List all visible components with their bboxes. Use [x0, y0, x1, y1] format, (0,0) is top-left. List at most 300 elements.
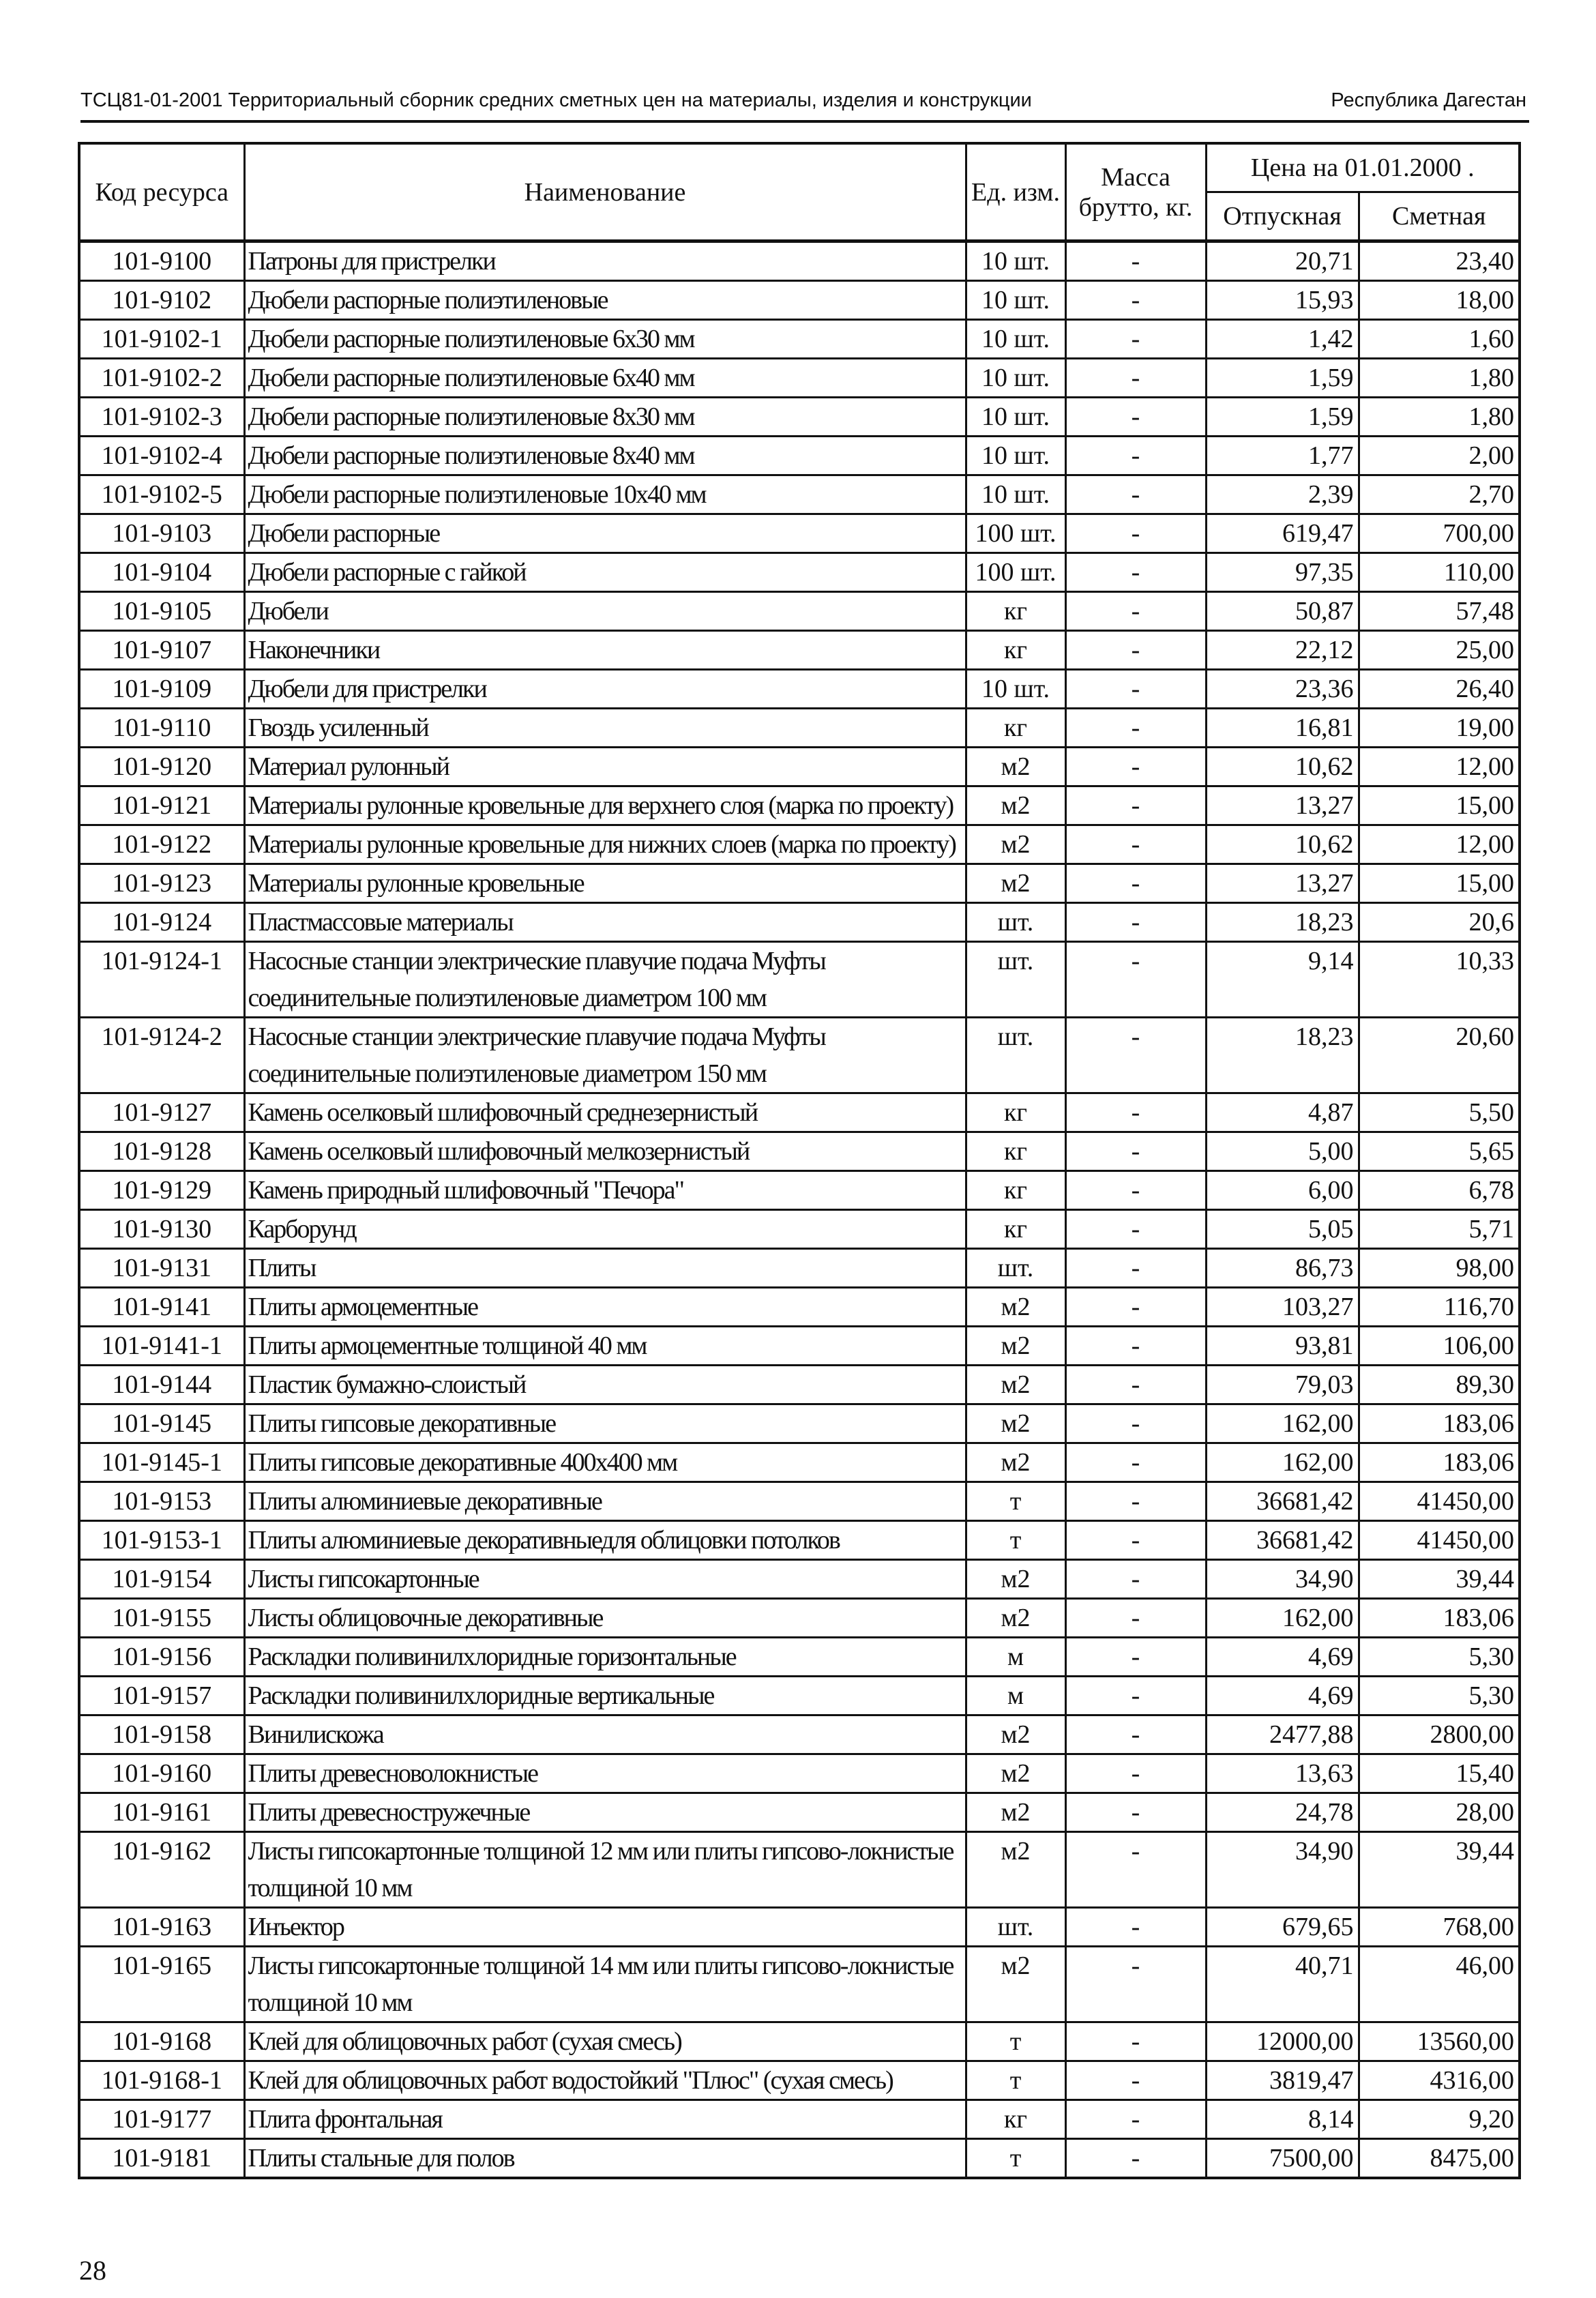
row-release-price: 36681,42	[1206, 1521, 1359, 1560]
row-name: Плиты	[244, 1249, 966, 1288]
row-name: Дюбели для пристрелки	[244, 670, 966, 709]
row-release-price: 13,27	[1206, 786, 1359, 825]
table-row	[79, 748, 1520, 786]
row-release-price: 93,81	[1206, 1327, 1359, 1366]
row-release-price: 8,14	[1206, 2100, 1359, 2139]
row-name: Плиты гипсовые декоративные 400х400 мм	[244, 1443, 966, 1482]
row-mass: -	[1065, 1908, 1206, 1947]
row-unit: м2	[966, 1832, 1065, 1908]
row-release-price: 5,05	[1206, 1210, 1359, 1249]
row-code: 101-9124	[79, 903, 244, 942]
row-estimate-price: 183,06	[1359, 1443, 1520, 1482]
table-row	[79, 1210, 1520, 1249]
col-header-name: Наименование	[244, 143, 966, 241]
row-estimate-price: 41450,00	[1359, 1521, 1520, 1560]
row-code: 101-9102-2	[79, 359, 244, 398]
row-unit: 100 шт.	[966, 553, 1065, 592]
row-unit: шт.	[966, 1249, 1065, 1288]
row-name: Гвоздь усиленный	[244, 709, 966, 748]
table-row	[79, 359, 1520, 398]
row-code: 101-9109	[79, 670, 244, 709]
row-mass: -	[1065, 281, 1206, 320]
row-code: 101-9155	[79, 1599, 244, 1638]
row-mass: -	[1065, 1599, 1206, 1638]
row-code: 101-9163	[79, 1908, 244, 1947]
row-code: 101-9168	[79, 2022, 244, 2061]
table-row	[79, 670, 1520, 709]
row-code: 101-9102-1	[79, 320, 244, 359]
row-code: 101-9145-1	[79, 1443, 244, 1482]
table-row	[79, 1443, 1520, 1482]
row-unit: м2	[966, 1288, 1065, 1327]
row-code: 101-9160	[79, 1754, 244, 1793]
row-estimate-price: 46,00	[1359, 1947, 1520, 2022]
row-estimate-price: 183,06	[1359, 1599, 1520, 1638]
price-table	[78, 142, 1521, 2179]
row-release-price: 1,77	[1206, 437, 1359, 475]
row-mass: -	[1065, 1793, 1206, 1832]
row-estimate-price: 12,00	[1359, 825, 1520, 864]
row-estimate-price: 41450,00	[1359, 1482, 1520, 1521]
row-name: Насосные станции электрические плавучие подача Муфты соединительные полиэтиленовые диаметром 100 мм	[244, 942, 966, 1018]
row-mass: -	[1065, 1521, 1206, 1560]
row-name: Листы гипсокартонные толщиной 14 мм или плиты гипсово-локнистые толщиной 10 мм	[244, 1947, 966, 2022]
row-unit: 10 шт.	[966, 398, 1065, 437]
row-name: Дюбели распорные полиэтиленовые	[244, 281, 966, 320]
row-name: Материалы рулонные кровельные	[244, 864, 966, 903]
row-estimate-price: 20,60	[1359, 1018, 1520, 1093]
row-code: 101-9102-3	[79, 398, 244, 437]
table-row	[79, 1677, 1520, 1715]
row-code: 101-9121	[79, 786, 244, 825]
row-unit: м2	[966, 1366, 1065, 1404]
row-estimate-price: 116,70	[1359, 1288, 1520, 1327]
table-row	[79, 631, 1520, 670]
row-name: Дюбели распорные полиэтиленовые 8х30 мм	[244, 398, 966, 437]
row-estimate-price: 4316,00	[1359, 2061, 1520, 2100]
table-row	[79, 1404, 1520, 1443]
row-mass: -	[1065, 1366, 1206, 1404]
table-row	[79, 1482, 1520, 1521]
table-row	[79, 281, 1520, 320]
row-release-price: 1,42	[1206, 320, 1359, 359]
row-mass: -	[1065, 1093, 1206, 1132]
table-row	[79, 1366, 1520, 1404]
row-name: Плиты древесностружечные	[244, 1793, 966, 1832]
row-estimate-price: 700,00	[1359, 514, 1520, 553]
row-estimate-price: 39,44	[1359, 1560, 1520, 1599]
table-row	[79, 2022, 1520, 2061]
row-mass: -	[1065, 1482, 1206, 1521]
row-mass: -	[1065, 1171, 1206, 1210]
row-estimate-price: 10,33	[1359, 942, 1520, 1018]
row-release-price: 12000,00	[1206, 2022, 1359, 2061]
row-unit: кг	[966, 592, 1065, 631]
row-release-price: 79,03	[1206, 1366, 1359, 1404]
row-release-price: 4,69	[1206, 1677, 1359, 1715]
row-estimate-price: 19,00	[1359, 709, 1520, 748]
col-header-unit: Ед. изм.	[966, 143, 1065, 241]
row-unit: м2	[966, 1599, 1065, 1638]
row-mass: -	[1065, 514, 1206, 553]
row-name: Листы облицовочные декоративные	[244, 1599, 966, 1638]
row-estimate-price: 15,00	[1359, 786, 1520, 825]
row-mass: -	[1065, 475, 1206, 514]
row-code: 101-9156	[79, 1638, 244, 1677]
row-unit: м2	[966, 1404, 1065, 1443]
row-release-price: 7500,00	[1206, 2139, 1359, 2179]
row-name: Насосные станции электрические плавучие подача Муфты соединительные полиэтиленовые диаметром 150 мм	[244, 1018, 966, 1093]
table-row	[79, 1638, 1520, 1677]
table-row	[79, 942, 1520, 1018]
row-name: Камень природный шлифовочный "Печора"	[244, 1171, 966, 1210]
row-estimate-price: 5,50	[1359, 1093, 1520, 1132]
row-estimate-price: 5,30	[1359, 1638, 1520, 1677]
table-row	[79, 1832, 1520, 1908]
row-estimate-price: 768,00	[1359, 1908, 1520, 1947]
table-row	[79, 241, 1520, 281]
row-estimate-price: 1,80	[1359, 359, 1520, 398]
row-unit: м2	[966, 1715, 1065, 1754]
table-row	[79, 514, 1520, 553]
row-estimate-price: 98,00	[1359, 1249, 1520, 1288]
table-row	[79, 1947, 1520, 2022]
row-unit: кг	[966, 1093, 1065, 1132]
row-unit: м2	[966, 1793, 1065, 1832]
col-header-code: Код ресурса	[79, 143, 244, 241]
row-code: 101-9158	[79, 1715, 244, 1754]
row-estimate-price: 15,00	[1359, 864, 1520, 903]
row-name: Дюбели распорные полиэтиленовые 10х40 мм	[244, 475, 966, 514]
row-unit: т	[966, 1482, 1065, 1521]
row-mass: -	[1065, 942, 1206, 1018]
row-code: 101-9145	[79, 1404, 244, 1443]
row-code: 101-9153	[79, 1482, 244, 1521]
row-release-price: 4,87	[1206, 1093, 1359, 1132]
row-code: 101-9102-4	[79, 437, 244, 475]
row-name: Плиты гипсовые декоративные	[244, 1404, 966, 1443]
table-body	[79, 241, 1520, 2179]
row-mass: -	[1065, 903, 1206, 942]
row-mass: -	[1065, 748, 1206, 786]
row-mass: -	[1065, 1327, 1206, 1366]
row-mass: -	[1065, 320, 1206, 359]
row-unit: м2	[966, 1754, 1065, 1793]
table-row	[79, 1288, 1520, 1327]
row-release-price: 16,81	[1206, 709, 1359, 748]
row-code: 101-9157	[79, 1677, 244, 1715]
row-release-price: 162,00	[1206, 1443, 1359, 1482]
row-name: Клей для облицовочных работ (сухая смесь)	[244, 2022, 966, 2061]
row-name: Материал рулонный	[244, 748, 966, 786]
row-code: 101-9128	[79, 1132, 244, 1171]
table-row	[79, 1249, 1520, 1288]
row-release-price: 22,12	[1206, 631, 1359, 670]
row-name: Камень оселковый шлифовочный среднезернистый	[244, 1093, 966, 1132]
row-unit: 10 шт.	[966, 320, 1065, 359]
row-unit: м2	[966, 1947, 1065, 2022]
col-header-release: Отпускная	[1206, 192, 1359, 241]
row-release-price: 18,23	[1206, 1018, 1359, 1093]
row-code: 101-9122	[79, 825, 244, 864]
row-name: Раскладки поливинилхлоридные вертикальные	[244, 1677, 966, 1715]
table-row	[79, 553, 1520, 592]
row-name: Пластик бумажно-слоистый	[244, 1366, 966, 1404]
row-name: Винилискожа	[244, 1715, 966, 1754]
table-row	[79, 903, 1520, 942]
row-mass: -	[1065, 1210, 1206, 1249]
table-row	[79, 709, 1520, 748]
row-code: 101-9107	[79, 631, 244, 670]
header-region: Республика Дагестан	[1331, 89, 1526, 111]
row-name: Листы гипсокартонные	[244, 1560, 966, 1599]
row-code: 101-9162	[79, 1832, 244, 1908]
row-unit: м	[966, 1638, 1065, 1677]
row-unit: 10 шт.	[966, 359, 1065, 398]
row-name: Дюбели распорные полиэтиленовые 6х40 мм	[244, 359, 966, 398]
row-release-price: 5,00	[1206, 1132, 1359, 1171]
row-release-price: 23,36	[1206, 670, 1359, 709]
table-row	[79, 1715, 1520, 1754]
col-header-mass: Масса брутто, кг.	[1065, 143, 1206, 241]
row-release-price: 2477,88	[1206, 1715, 1359, 1754]
table-row	[79, 2100, 1520, 2139]
row-mass: -	[1065, 1132, 1206, 1171]
row-unit: м2	[966, 825, 1065, 864]
row-mass: -	[1065, 553, 1206, 592]
row-code: 101-9104	[79, 553, 244, 592]
row-release-price: 162,00	[1206, 1599, 1359, 1638]
row-release-price: 13,63	[1206, 1754, 1359, 1793]
table-row	[79, 592, 1520, 631]
row-unit: м2	[966, 786, 1065, 825]
table-row	[79, 437, 1520, 475]
row-unit: шт.	[966, 1908, 1065, 1947]
row-mass: -	[1065, 631, 1206, 670]
row-code: 101-9141	[79, 1288, 244, 1327]
row-mass: -	[1065, 2061, 1206, 2100]
row-code: 101-9131	[79, 1249, 244, 1288]
row-mass: -	[1065, 241, 1206, 281]
row-unit: 10 шт.	[966, 475, 1065, 514]
row-estimate-price: 28,00	[1359, 1793, 1520, 1832]
row-mass: -	[1065, 2139, 1206, 2179]
row-code: 101-9124-1	[79, 942, 244, 1018]
row-mass: -	[1065, 670, 1206, 709]
row-unit: т	[966, 2022, 1065, 2061]
row-unit: м2	[966, 1443, 1065, 1482]
row-release-price: 103,27	[1206, 1288, 1359, 1327]
row-code: 101-9105	[79, 592, 244, 631]
row-name: Дюбели распорные полиэтиленовые 8х40 мм	[244, 437, 966, 475]
row-name: Дюбели распорные	[244, 514, 966, 553]
row-code: 101-9103	[79, 514, 244, 553]
row-mass: -	[1065, 2022, 1206, 2061]
row-mass: -	[1065, 864, 1206, 903]
row-name: Дюбели распорные с гайкой	[244, 553, 966, 592]
row-estimate-price: 25,00	[1359, 631, 1520, 670]
row-name: Плиты армоцементные	[244, 1288, 966, 1327]
row-unit: кг	[966, 1132, 1065, 1171]
table-row	[79, 1908, 1520, 1947]
row-unit: м	[966, 1677, 1065, 1715]
row-estimate-price: 2,00	[1359, 437, 1520, 475]
row-release-price: 9,14	[1206, 942, 1359, 1018]
table-row	[79, 1018, 1520, 1093]
row-name: Плиты армоцементные толщиной 40 мм	[244, 1327, 966, 1366]
row-name: Инъектор	[244, 1908, 966, 1947]
page-header	[80, 80, 1526, 112]
row-estimate-price: 6,78	[1359, 1171, 1520, 1210]
row-estimate-price: 8475,00	[1359, 2139, 1520, 2179]
row-estimate-price: 110,00	[1359, 553, 1520, 592]
row-unit: шт.	[966, 942, 1065, 1018]
row-estimate-price: 106,00	[1359, 1327, 1520, 1366]
row-mass: -	[1065, 1832, 1206, 1908]
row-mass: -	[1065, 1249, 1206, 1288]
row-estimate-price: 20,6	[1359, 903, 1520, 942]
row-unit: 10 шт.	[966, 437, 1065, 475]
row-unit: м2	[966, 748, 1065, 786]
row-release-price: 1,59	[1206, 359, 1359, 398]
row-unit: т	[966, 2061, 1065, 2100]
row-release-price: 40,71	[1206, 1947, 1359, 2022]
row-name: Раскладки поливинилхлоридные горизонтальные	[244, 1638, 966, 1677]
row-estimate-price: 26,40	[1359, 670, 1520, 709]
table-row	[79, 1171, 1520, 1210]
row-mass: -	[1065, 1638, 1206, 1677]
row-release-price: 18,23	[1206, 903, 1359, 942]
row-unit: кг	[966, 631, 1065, 670]
table-row	[79, 864, 1520, 903]
row-name: Клей для облицовочных работ водостойкий "Плюс" (сухая смесь)	[244, 2061, 966, 2100]
row-code: 101-9165	[79, 1947, 244, 2022]
row-name: Плиты древесноволокнистые	[244, 1754, 966, 1793]
row-mass: -	[1065, 1754, 1206, 1793]
row-name: Патроны для пристрелки	[244, 241, 966, 281]
row-mass: -	[1065, 1018, 1206, 1093]
row-mass: -	[1065, 1404, 1206, 1443]
row-code: 101-9102	[79, 281, 244, 320]
row-estimate-price: 2,70	[1359, 475, 1520, 514]
row-mass: -	[1065, 398, 1206, 437]
col-header-price-group: Цена на 01.01.2000 .	[1206, 143, 1520, 192]
row-unit: м2	[966, 864, 1065, 903]
header-rule	[80, 120, 1529, 123]
row-unit: шт.	[966, 1018, 1065, 1093]
row-code: 101-9181	[79, 2139, 244, 2179]
table-row	[79, 1132, 1520, 1171]
row-release-price: 3819,47	[1206, 2061, 1359, 2100]
row-release-price: 2,39	[1206, 475, 1359, 514]
row-code: 101-9129	[79, 1171, 244, 1210]
row-mass: -	[1065, 1560, 1206, 1599]
row-unit: 100 шт.	[966, 514, 1065, 553]
row-name: Дюбели	[244, 592, 966, 631]
table-row	[79, 1521, 1520, 1560]
row-release-price: 10,62	[1206, 748, 1359, 786]
row-name: Плиты алюминиевые декоративныедля облицовки потолков	[244, 1521, 966, 1560]
row-estimate-price: 1,80	[1359, 398, 1520, 437]
row-release-price: 86,73	[1206, 1249, 1359, 1288]
table-row	[79, 825, 1520, 864]
row-mass: -	[1065, 1677, 1206, 1715]
page-number: 28	[79, 2255, 106, 2286]
row-estimate-price: 13560,00	[1359, 2022, 1520, 2061]
row-release-price: 36681,42	[1206, 1482, 1359, 1521]
row-estimate-price: 39,44	[1359, 1832, 1520, 1908]
table-row	[79, 1560, 1520, 1599]
row-mass: -	[1065, 437, 1206, 475]
row-estimate-price: 183,06	[1359, 1404, 1520, 1443]
row-estimate-price: 57,48	[1359, 592, 1520, 631]
row-name: Дюбели распорные полиэтиленовые 6х30 мм	[244, 320, 966, 359]
row-code: 101-9102-5	[79, 475, 244, 514]
row-mass: -	[1065, 1947, 1206, 2022]
row-release-price: 10,62	[1206, 825, 1359, 864]
row-estimate-price: 5,30	[1359, 1677, 1520, 1715]
row-release-price: 162,00	[1206, 1404, 1359, 1443]
row-estimate-price: 23,40	[1359, 241, 1520, 281]
row-unit: м2	[966, 1327, 1065, 1366]
table-row	[79, 1754, 1520, 1793]
row-name: Наконечники	[244, 631, 966, 670]
row-code: 101-9110	[79, 709, 244, 748]
row-release-price: 97,35	[1206, 553, 1359, 592]
row-release-price: 15,93	[1206, 281, 1359, 320]
row-unit: т	[966, 1521, 1065, 1560]
row-unit: м2	[966, 1560, 1065, 1599]
row-mass: -	[1065, 825, 1206, 864]
row-estimate-price: 12,00	[1359, 748, 1520, 786]
row-release-price: 6,00	[1206, 1171, 1359, 1210]
table-row	[79, 786, 1520, 825]
row-code: 101-9141-1	[79, 1327, 244, 1366]
row-unit: 10 шт.	[966, 241, 1065, 281]
row-mass: -	[1065, 359, 1206, 398]
row-code: 101-9123	[79, 864, 244, 903]
table-row	[79, 2139, 1520, 2179]
row-unit: кг	[966, 2100, 1065, 2139]
row-mass: -	[1065, 709, 1206, 748]
row-release-price: 13,27	[1206, 864, 1359, 903]
row-code: 101-9100	[79, 241, 244, 281]
table-row	[79, 1093, 1520, 1132]
row-mass: -	[1065, 2100, 1206, 2139]
row-unit: т	[966, 2139, 1065, 2179]
row-estimate-price: 18,00	[1359, 281, 1520, 320]
row-release-price: 619,47	[1206, 514, 1359, 553]
table-row	[79, 398, 1520, 437]
row-code: 101-9120	[79, 748, 244, 786]
row-release-price: 50,87	[1206, 592, 1359, 631]
row-unit: 10 шт.	[966, 670, 1065, 709]
row-unit: кг	[966, 1210, 1065, 1249]
row-mass: -	[1065, 1715, 1206, 1754]
row-estimate-price: 1,60	[1359, 320, 1520, 359]
row-code: 101-9153-1	[79, 1521, 244, 1560]
row-name: Плиты стальные для полов	[244, 2139, 966, 2179]
row-unit: кг	[966, 1171, 1065, 1210]
row-mass: -	[1065, 786, 1206, 825]
row-name: Плиты алюминиевые декоративные	[244, 1482, 966, 1521]
row-mass: -	[1065, 1288, 1206, 1327]
col-header-estimate: Сметная	[1359, 192, 1520, 241]
row-name: Материалы рулонные кровельные для верхнего слоя (марка по проекту)	[244, 786, 966, 825]
row-unit: шт.	[966, 903, 1065, 942]
row-estimate-price: 15,40	[1359, 1754, 1520, 1793]
row-mass: -	[1065, 1443, 1206, 1482]
